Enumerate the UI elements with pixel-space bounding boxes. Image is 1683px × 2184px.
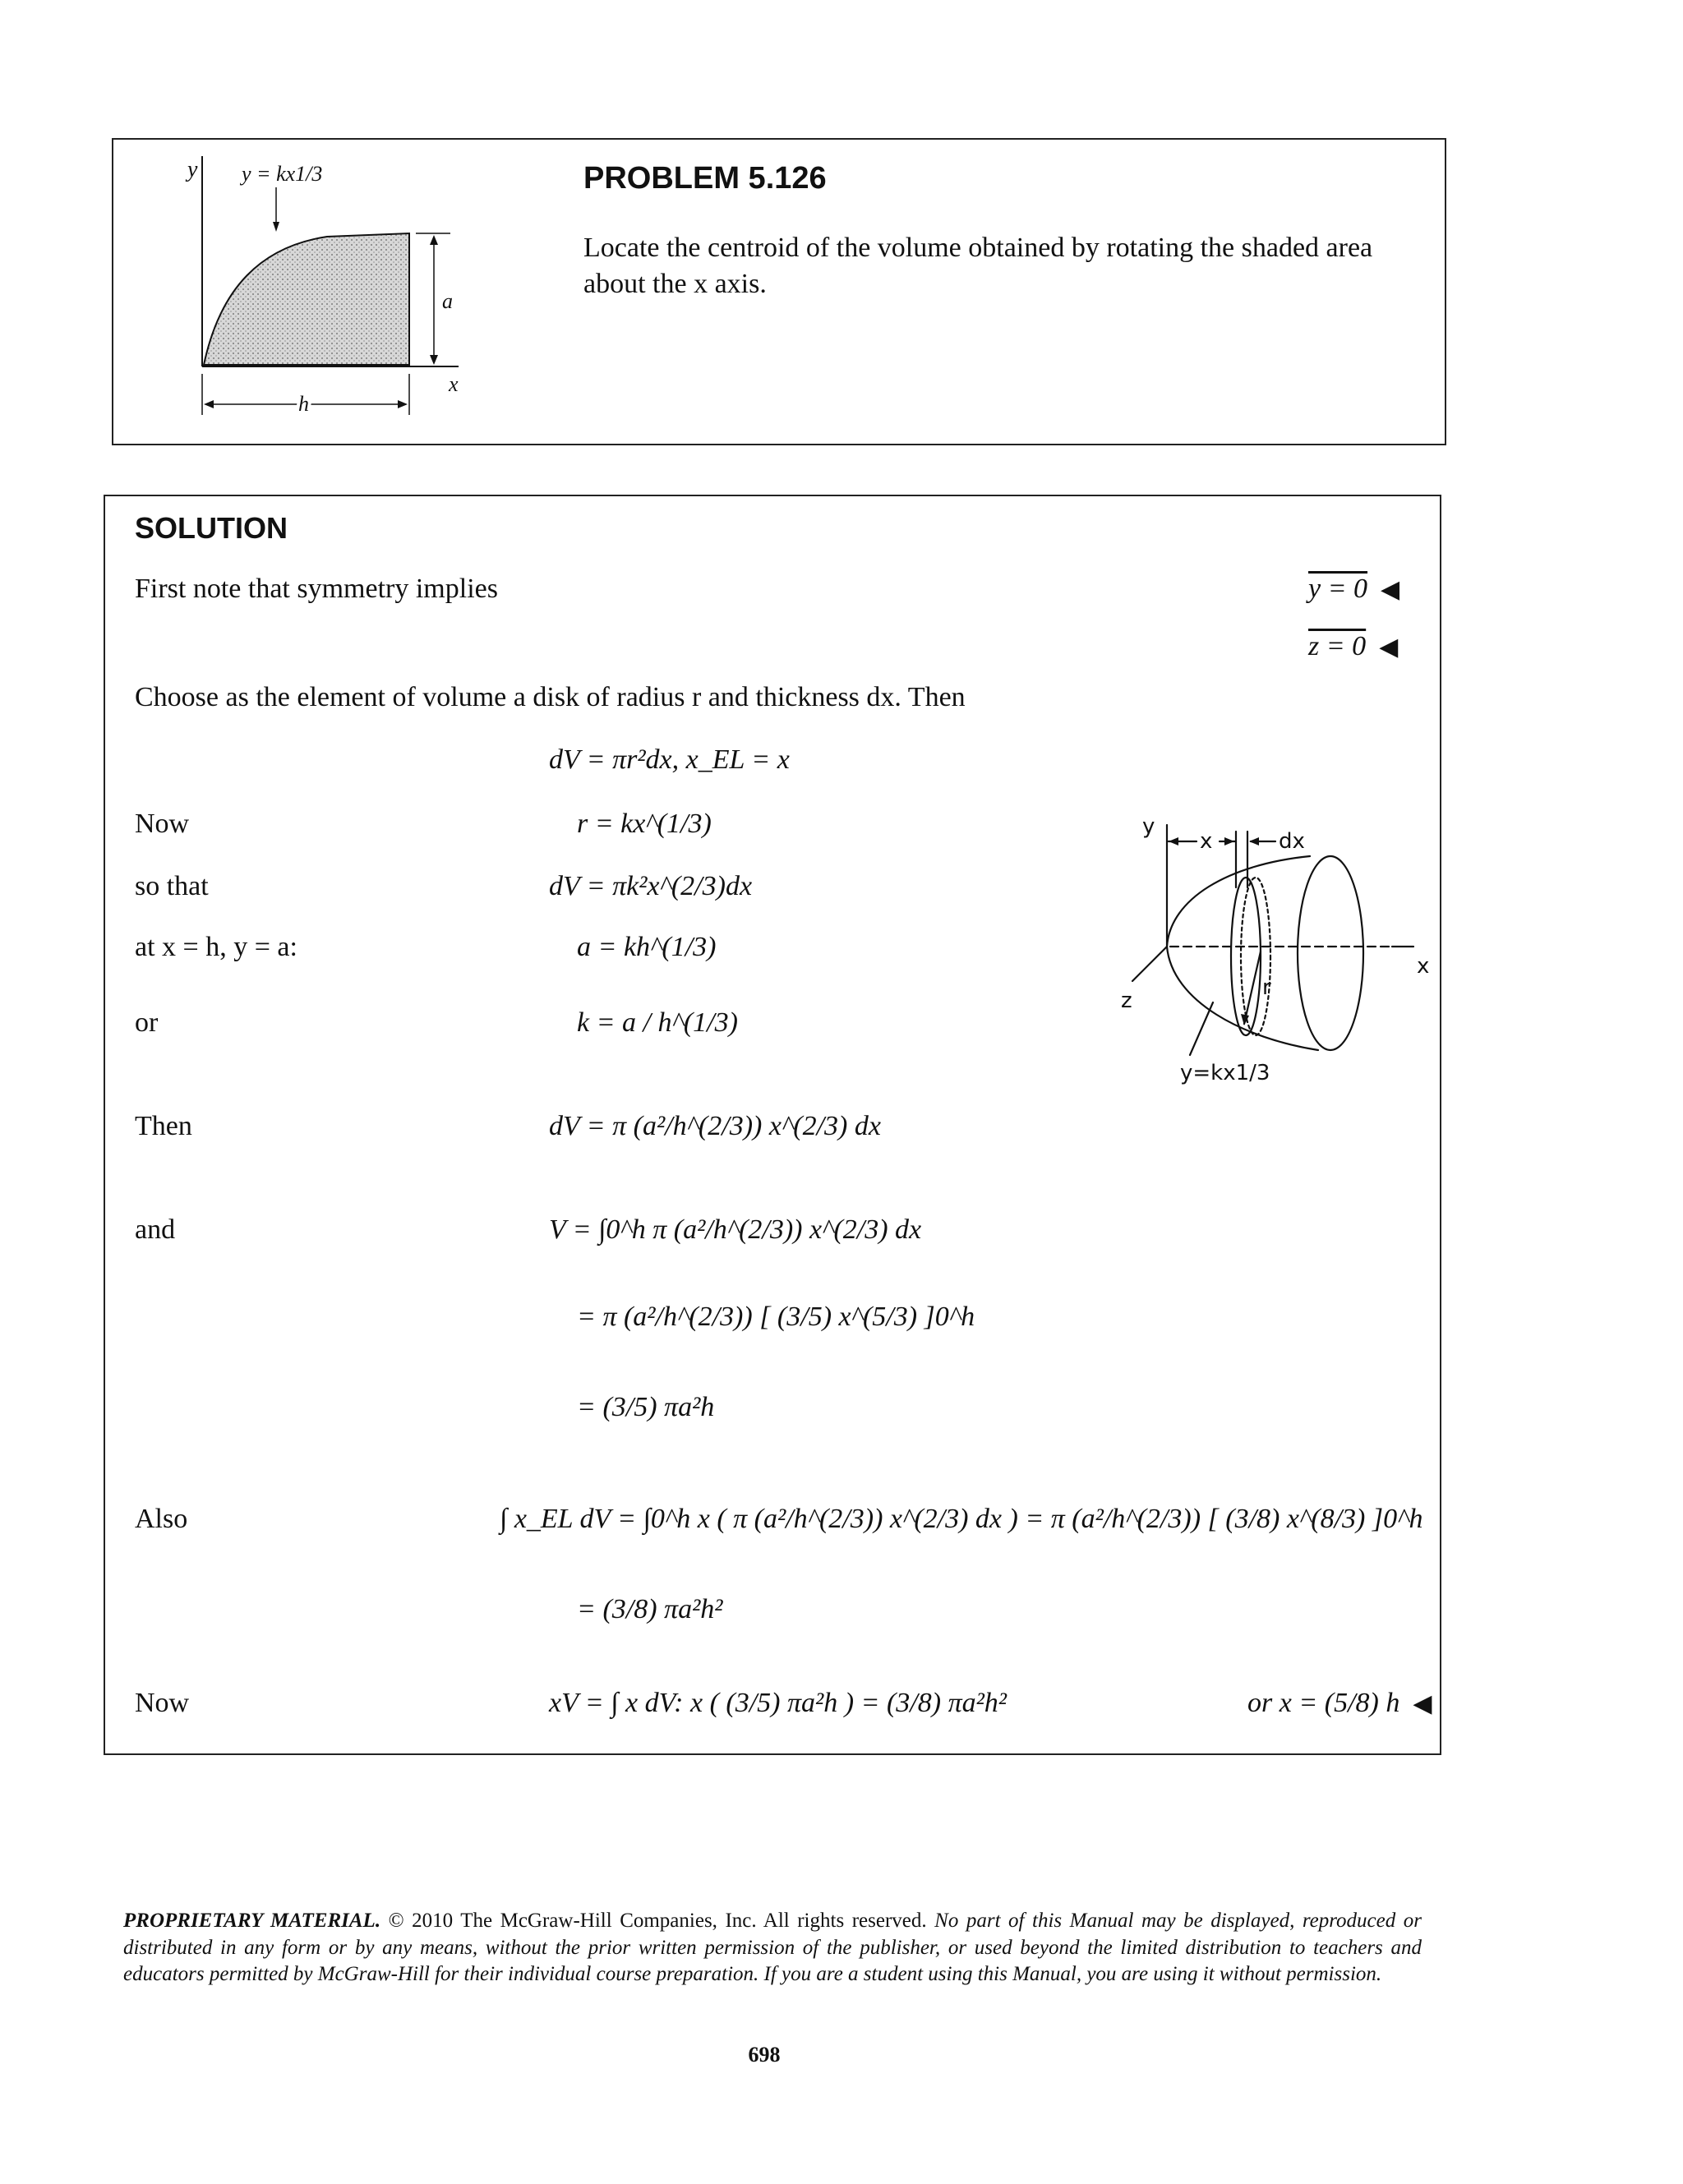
footer-notice: No part of this Manual may be displayed, reproduced or distributed in any form or by any means, without the prior written permission of the publisher, or used beyond the limited distribution to teachers and educators permitted by McGraw-Hill for their individual course preparation. If you are a student using this Manual, you are using it without permission. bbox=[123, 1910, 1422, 1985]
copyright-footer bbox=[123, 1908, 1422, 1988]
problem-box bbox=[112, 138, 1446, 445]
eq-a: a = kh^(1/3) bbox=[577, 932, 717, 962]
ybar-text: y = 0 bbox=[1308, 574, 1368, 604]
shaded-area bbox=[204, 233, 409, 365]
eq-V2: = π (a²/h^(2/3)) [ (3/5) x^(5/3) ]0^h bbox=[577, 1302, 975, 1332]
intro-text: First note that symmetry implies bbox=[135, 574, 498, 604]
fig2-r-label: r bbox=[1262, 975, 1271, 1000]
zbar-result: z = 0 ◀ bbox=[1308, 631, 1399, 661]
row-now2: Now bbox=[135, 1688, 190, 1718]
eq-dV2: dV = πk²x^(2/3)dx bbox=[549, 871, 753, 901]
problem-text: Locate the centroid of the volume obtained by rotating the shaded area about the x axis. bbox=[583, 233, 1373, 299]
row-then: Then bbox=[135, 1111, 192, 1141]
fig2-x-dim-label: x bbox=[1200, 829, 1213, 854]
row-sothat: so that bbox=[135, 871, 209, 901]
problem-title: PROBLEM 5.126 bbox=[583, 161, 827, 196]
final-result-text: or x = (5/8) h bbox=[1247, 1688, 1400, 1718]
eq-V3: = (3/5) πa²h bbox=[577, 1392, 715, 1422]
fig-y-label: y bbox=[187, 157, 198, 182]
eq-dV3: dV = π (a²/h^(2/3)) x^(2/3) dx bbox=[549, 1111, 881, 1141]
solution-title: SOLUTION bbox=[135, 511, 288, 545]
solution-figure bbox=[1121, 809, 1466, 1088]
final-result: or x = (5/8) h ◀ bbox=[1247, 1688, 1432, 1718]
fig2-z-label: z bbox=[1121, 988, 1132, 1013]
element-text: Choose as the element of volume a disk of radius r and thickness dx. Then bbox=[135, 682, 966, 712]
problem-figure bbox=[163, 140, 623, 435]
footer-lead: PROPRIETARY MATERIAL. bbox=[123, 1910, 381, 1932]
row-or: or bbox=[135, 1007, 159, 1038]
ybar-result: y = 0 ◀ bbox=[1308, 574, 1400, 604]
fig2-dx-label: dx bbox=[1279, 829, 1305, 854]
page-number: 698 bbox=[748, 2043, 781, 2067]
fig2-x-axis-label: x bbox=[1417, 954, 1430, 979]
fig-a-label: a bbox=[442, 289, 453, 313]
fig-x-label: x bbox=[449, 372, 459, 396]
eq-final: xV = ∫ x dV: x ( (3/5) πa²h ) = (3/8) πa²h² bbox=[549, 1688, 1007, 1718]
eq-k: k = a / h^(1/3) bbox=[577, 1007, 738, 1038]
eq-r: r = kx^(1/3) bbox=[577, 809, 712, 839]
fig-curve-label: y = kx1/3 bbox=[242, 162, 323, 186]
row-now: Now bbox=[135, 809, 190, 839]
row-at: at x = h, y = a: bbox=[135, 932, 297, 962]
footer-copyright: © 2010 The McGraw-Hill Companies, Inc. All rights reserved. bbox=[388, 1910, 927, 1932]
fig2-curve-label: y=kx1/3 bbox=[1180, 1061, 1270, 1085]
eq-V1: V = ∫0^h π (a²/h^(2/3)) x^(2/3) dx bbox=[549, 1214, 922, 1245]
eq-dV: dV = πr²dx, x_EL = x bbox=[549, 744, 790, 775]
fig2-y-label: y bbox=[1142, 814, 1155, 839]
row-also: Also bbox=[135, 1504, 188, 1534]
solution-box bbox=[104, 495, 1441, 1755]
zbar-text: z = 0 bbox=[1308, 631, 1367, 661]
eq-also2: = (3/8) πa²h² bbox=[577, 1594, 723, 1624]
fig-h-label: h bbox=[298, 392, 309, 416]
eq-also1: ∫ x_EL dV = ∫0^h x ( π (a²/h^(2/3)) x^(2/3) dx ) = π (a²/h^(2/3)) [ (3/8) x^(8/3) ]0^h bbox=[500, 1504, 1423, 1534]
row-and: and bbox=[135, 1214, 176, 1245]
